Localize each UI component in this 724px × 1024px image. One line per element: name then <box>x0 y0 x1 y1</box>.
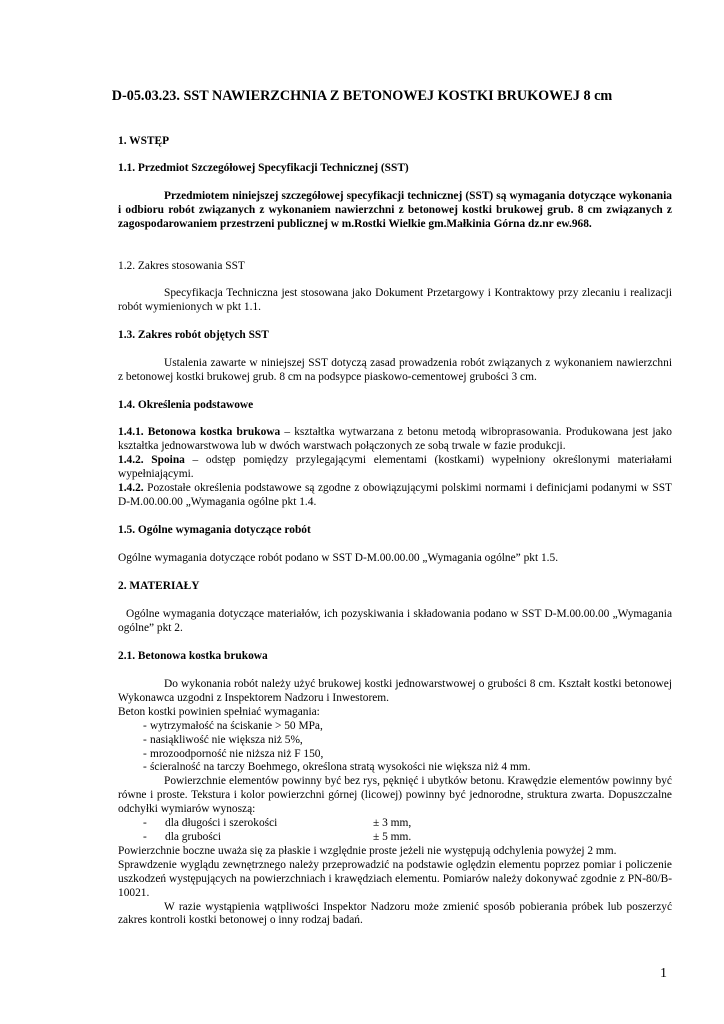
dimension-tolerance-item <box>118 817 672 831</box>
paragraph-2-1-doubts: W razie wystąpienia wątpliwości Inspektor Nadzoru może zmienić sposób pobierania próbek lub poszerzyć zakres kontroli kostki betonowej o inny rodzaj badań. <box>118 900 672 927</box>
paragraph-2-1: Do wykonania robót należy użyć brukowej kostki jednowarstwowej o grubości 8 cm. Kształt kostki betonowej Wykonawca uzgodni z Inspektorem Nadzoru i Inwestorem. <box>118 678 672 704</box>
definition-1-4-2 <box>118 454 672 482</box>
heading-1-5: 1.5. Ogólne wymagania dotyczące robót <box>118 524 311 536</box>
paragraph-2-1-surface: Powierzchnie elementów powinny być bez rys, pęknięć i ubytków betonu. Krawędzie elementów powinny być równe i proste. Tekstura i kolor powierzchni górnej (licowej) powinny być jednorodne, struktura zwarta. Dopuszczalne odchyłki wymiarów wynoszą: <box>118 775 672 816</box>
section-2-1-body <box>118 678 672 928</box>
bullet-dash: - <box>143 719 147 732</box>
tolerance-label: dla grubości <box>165 830 221 843</box>
paragraph-2-1-requirements-intro: Beton kostki powinien spełniać wymagania: <box>118 705 320 718</box>
paragraph-2: Ogólne wymagania dotyczące materiałów, ich pozyskiwania i składowania podano w SST D-M.00.00.00 „Wymagania ogólne” pkt 2. <box>118 608 672 634</box>
paragraph-1-2: Specyfikacja Techniczna jest stosowana jako Dokument Przetargowy i Kontraktowy przy zlecaniu i realizacji robót wymienionych w pkt 1.1. <box>118 287 672 313</box>
section-1-heading: 1. WSTĘP <box>118 135 170 147</box>
section-2-heading: 2. MATERIAŁY <box>118 580 200 592</box>
bullet-dash: - <box>143 733 147 746</box>
bullet-dash: - <box>143 817 147 830</box>
definition-term: 1.4.1. Betonowa kostka brukowa <box>118 426 281 438</box>
heading-1-1: 1.1. Przedmiot Szczegółowej Specyfikacji Technicznej (SST) <box>118 162 409 174</box>
definition-text: – odstęp pomiędzy przylegającymi elementami (kostkami) wypełniony określonymi materiałami wypełniającymi. <box>118 454 672 480</box>
definition-1-4-3 <box>118 482 672 510</box>
definition-term: 1.4.2. <box>118 482 144 494</box>
page-number: 1 <box>660 966 667 981</box>
tolerance-value: ± 3 mm, <box>373 817 412 830</box>
requirement-list-item <box>118 761 672 775</box>
heading-2-1: 2.1. Betonowa kostka brukowa <box>118 650 268 662</box>
bullet-dash: - <box>143 747 147 760</box>
requirement-text: wytrzymałość na ściskanie > 50 MPa, <box>150 719 323 732</box>
paragraph-2-1-inspection: Sprawdzenie wyglądu zewnętrznego należy przeprowadzić na podstawie oględzin elementu poprzez pomiar i policzenie uszkodzeń występujących na powierzchniach i krawędziach elementu. Pomiarów należy dokonywać zgodnie z PN-80/B-10021. <box>118 858 672 899</box>
bullet-dash: - <box>143 761 147 774</box>
requirement-text: ścieralność na tarczy Boehmego, określona stratą wysokości nie większa niż 4 mm. <box>150 761 531 774</box>
paragraph-1-5: Ogólne wymagania dotyczące robót podano w SST D-M.00.00.00 „Wymagania ogólne” pkt 1.5. <box>118 552 559 564</box>
document-title: D-05.03.23. SST NAWIERZCHNIA Z BETONOWEJ KOSTKI BRUKOWEJ 8 cm <box>111 88 613 104</box>
definition-1-4-1 <box>118 426 672 454</box>
requirement-text: mrozoodporność nie niższa niż F 150, <box>150 747 324 760</box>
definition-term: 1.4.2. Spoina <box>118 454 185 466</box>
requirement-list-item <box>118 720 672 734</box>
dimension-tolerance-item <box>118 831 672 845</box>
requirement-list-item <box>118 734 672 748</box>
heading-1-2: 1.2. Zakres stosowania SST <box>118 260 245 272</box>
requirement-list-item <box>118 748 672 762</box>
heading-1-4: 1.4. Określenia podstawowe <box>118 399 254 411</box>
bullet-dash: - <box>143 830 147 843</box>
paragraph-1-1: Przedmiotem niniejszej szczegółowej specyfikacji technicznej (SST) są wymagania dotyczące wykonania i odbioru robót związanych z wykonaniem nawierzchni z betonowej kostki brukowej grub. 8 cm związanych z zagospodarowaniem przestrzeni publicznej w m.Rostki Wielkie gm.Małkinia Górna dz.nr ew.968. <box>118 190 672 230</box>
definition-text: Pozostałe określenia podstawowe są zgodne z obowiązującymi polskimi normami i definicjami podanymi w SST D-M.00.00.00 „Wymagania ogólne pkt 1.4. <box>118 482 672 508</box>
paragraph-1-3: Ustalenia zawarte w niniejszej SST dotyczą zasad prowadzenia robót związanych z wykonaniem nawierzchni z betonowej kostki brukowej grub. 8 cm na podsypce piaskowo-cementowej grubości 3 cm. <box>118 357 672 383</box>
heading-1-3: 1.3. Zakres robót objętych SST <box>118 329 269 341</box>
requirement-text: nasiąkliwość nie większa niż 5%, <box>150 733 303 746</box>
tolerance-label: dla długości i szerokości <box>165 817 278 830</box>
definition-text: – kształtka wytwarzana z betonu metodą wibroprasowania. Produkowana jest jako kształtka jednowarstwowa lub w dwóch warstwach połączonych ze sobą trwale w fazie produkcji. <box>118 426 672 452</box>
tolerance-value: ± 5 mm. <box>373 830 412 843</box>
paragraph-2-1-side-surfaces: Powierzchnie boczne uważa się za płaskie i względnie proste jeżeli nie występują odchylenia powyżej 2 mm. <box>118 844 617 857</box>
